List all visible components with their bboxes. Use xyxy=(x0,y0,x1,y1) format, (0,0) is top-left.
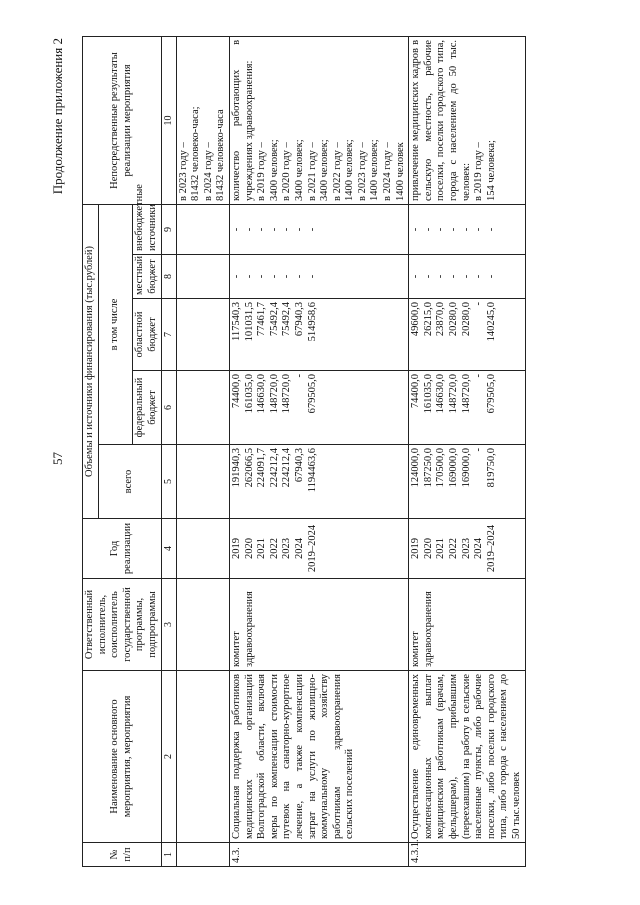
amount: 75492,4 xyxy=(268,302,280,337)
amount: - xyxy=(460,227,472,232)
amount: 101031,5 xyxy=(243,302,255,342)
amount: - xyxy=(293,374,305,378)
table-row xyxy=(176,36,229,866)
result-line: в 2023 году – xyxy=(177,142,189,201)
amount: - xyxy=(473,374,485,378)
header-local: местный бюджет xyxy=(133,255,161,299)
row-number: 4.3.1. xyxy=(409,843,525,867)
amount: 146630,0 xyxy=(435,374,447,414)
amount: 146630,0 xyxy=(256,374,268,414)
amount: - xyxy=(268,227,280,232)
col-number: 3 xyxy=(161,579,176,671)
amount: 161035,0 xyxy=(243,374,255,414)
total-cell xyxy=(229,445,408,519)
year-value: 2023 xyxy=(460,538,472,559)
amount: 140245,0 xyxy=(485,302,497,342)
amount: - xyxy=(473,274,485,279)
funding-table xyxy=(82,36,526,867)
amount: - xyxy=(448,227,460,232)
year-value: 2020 xyxy=(243,538,255,559)
amount: - xyxy=(485,274,497,279)
amount: 170500,0 xyxy=(435,448,447,488)
extra-cell xyxy=(229,204,408,254)
amount: 169000,0 xyxy=(460,448,472,488)
result-line: 81432 человеко-часа; xyxy=(190,106,202,201)
total-cell xyxy=(409,445,525,519)
amount: 161035,0 xyxy=(422,374,434,414)
amount: 75492,4 xyxy=(281,302,293,337)
local-cell xyxy=(409,255,525,299)
header-extra: внебюджетные источники xyxy=(133,204,161,254)
year-value: 2023 xyxy=(281,538,293,559)
amount: - xyxy=(422,227,434,232)
amount: - xyxy=(435,227,447,232)
result-line: в 2024 году – xyxy=(202,142,214,201)
year-value: 2019 xyxy=(230,538,242,559)
amount: 20280,0 xyxy=(460,302,472,337)
year-value: 2021 xyxy=(256,538,268,559)
header-funding: Объемы и источники финансирования (тыс.рублей) xyxy=(83,204,99,518)
amount: - xyxy=(435,274,447,279)
amount: - xyxy=(243,227,255,232)
amount: - xyxy=(256,274,268,279)
col-number: 8 xyxy=(161,255,176,299)
result-line: привлечение медицинских кадров в сельскую местность, рабочие поселки, поселки городского типа, города с населением до 50 тыс. человек: xyxy=(410,39,472,201)
col-number: 1 xyxy=(161,843,176,867)
header-executor: Ответственный исполнитель, соисполнитель государственной программы, подпрограммы xyxy=(83,579,162,671)
amount: 1194463,6 xyxy=(306,448,318,493)
result-line: в 2019 году – xyxy=(473,142,485,201)
measure-name: Социальная поддержка работников медицинских организаций Волгоградской области, включая меры по компенсации стоимости путевок на санаторно-курортное лечение, а также компенсации затрат на услуги по жилищно-коммунальному хозяйству работникам здравоохранения сельских поселений xyxy=(229,671,408,843)
result-line: в 2019 году – xyxy=(256,142,268,201)
amount: - xyxy=(268,274,280,279)
amount: 262066,5 xyxy=(243,448,255,488)
amount: 679505,0 xyxy=(485,374,497,414)
result-line: 1400 человек; xyxy=(344,139,356,201)
amount: - xyxy=(281,227,293,232)
header-name: Наименование основного мероприятия, мероприятия xyxy=(83,671,162,843)
col-number: 9 xyxy=(161,204,176,254)
col-number: 4 xyxy=(161,519,176,579)
results-cell xyxy=(229,36,408,204)
result-line: 3400 человек; xyxy=(319,139,331,201)
result-line: 81432 человеко-часа xyxy=(215,109,227,201)
measure-name: Осуществление единовременных компенсационных выплат медицинским работникам (врачам, фельдшерам), прибывшим (переехавшим) на работу в сельские населенные пункты, либо рабочие поселки, либо поселки городского типа, либо города с населением до 50 тыс.человек xyxy=(409,671,525,843)
amount: - xyxy=(306,227,318,232)
column-number-row xyxy=(161,36,176,866)
result-line: 3400 человек; xyxy=(293,139,305,201)
year-value: 2022 xyxy=(448,538,460,559)
appendix-label: Продолжение приложения 2 xyxy=(50,38,65,195)
amount: - xyxy=(473,227,485,232)
amount: 148720,0 xyxy=(448,374,460,414)
year-value: 2019 xyxy=(410,538,422,559)
amount: - xyxy=(473,448,485,452)
amount: - xyxy=(410,274,422,279)
local-cell xyxy=(229,255,408,299)
year-value: 2021 xyxy=(435,538,447,559)
table-row xyxy=(409,36,525,866)
amount: 191940,3 xyxy=(230,448,242,488)
amount: - xyxy=(230,227,242,232)
results-cell xyxy=(176,36,229,204)
amount: - xyxy=(422,274,434,279)
result-line: 3400 человек; xyxy=(268,139,280,201)
page-number: 57 xyxy=(50,452,65,465)
header-regional: областной бюджет xyxy=(133,299,161,371)
amount: - xyxy=(243,274,255,279)
amount: 224212,4 xyxy=(268,448,280,488)
amount: - xyxy=(485,227,497,232)
amount: - xyxy=(448,274,460,279)
amount: 67940,3 xyxy=(293,302,305,337)
col-number: 7 xyxy=(161,299,176,371)
federal-cell xyxy=(229,371,408,445)
extra-cell xyxy=(409,204,525,254)
amount: 23870,0 xyxy=(435,302,447,337)
amount: 819750,0 xyxy=(485,448,497,488)
header-including: в том числе xyxy=(98,204,133,444)
result-line: в 2020 году – xyxy=(281,142,293,201)
years-cell xyxy=(409,519,525,579)
header-total: всего xyxy=(98,445,161,519)
result-line: в 2023 году – xyxy=(356,142,368,201)
amount: - xyxy=(306,274,318,279)
year-value: 2019–2024 xyxy=(306,524,318,573)
col-number: 6 xyxy=(161,371,176,445)
amount: 224091,7 xyxy=(256,448,268,488)
amount: - xyxy=(460,274,472,279)
amount: 74400,0 xyxy=(230,374,242,409)
col-number: 10 xyxy=(161,36,176,204)
amount: 148720,0 xyxy=(460,374,472,414)
amount: - xyxy=(281,274,293,279)
result-line: в 2024 году – xyxy=(382,142,394,201)
amount: 20280,0 xyxy=(448,302,460,337)
result-line: 154 человека; xyxy=(485,140,497,201)
amount: 117540,3 xyxy=(230,302,242,341)
executor: комитет здравоохранения xyxy=(409,579,525,671)
result-line: в 2022 году – xyxy=(331,142,343,201)
regional-cell xyxy=(409,299,525,371)
year-value: 2020 xyxy=(422,538,434,559)
amount: - xyxy=(293,274,305,279)
amount: 124000,0 xyxy=(410,448,422,488)
result-line: в 2021 году – xyxy=(306,142,318,201)
amount: 514958,6 xyxy=(306,302,318,342)
year-value: 2022 xyxy=(268,538,280,559)
year-value: 2019–2024 xyxy=(485,524,497,573)
amount: - xyxy=(473,302,485,306)
result-line: количество работающих в учреждениях здравоохранения: xyxy=(230,39,255,201)
federal-cell xyxy=(409,371,525,445)
amount: 77461,7 xyxy=(256,302,268,337)
result-line: 1400 человек; xyxy=(369,139,381,201)
amount: 74400,0 xyxy=(410,374,422,409)
amount: 148720,0 xyxy=(281,374,293,414)
header-results: Непосредственные результаты реализации мероприятия xyxy=(83,36,162,204)
header-number: № п/п xyxy=(83,843,162,867)
col-number: 2 xyxy=(161,671,176,843)
col-number: 5 xyxy=(161,445,176,519)
amount: - xyxy=(410,227,422,232)
amount: - xyxy=(293,227,305,232)
amount: 67940,3 xyxy=(293,448,305,483)
amount: 187250,0 xyxy=(422,448,434,488)
table-row xyxy=(229,36,408,866)
amount: - xyxy=(230,274,242,279)
amount: 148720,0 xyxy=(268,374,280,414)
years-cell xyxy=(229,519,408,579)
year-value: 2024 xyxy=(293,538,305,559)
results-cell xyxy=(409,36,525,204)
header-federal: федеральный бюджет xyxy=(133,371,161,445)
header-year: Год реализации xyxy=(83,519,162,579)
amount: 169000,0 xyxy=(448,448,460,488)
amount: 679505,0 xyxy=(306,374,318,414)
amount: 26215,0 xyxy=(422,302,434,337)
amount: 224212,4 xyxy=(281,448,293,488)
executor: комитет здравоохранения xyxy=(229,579,408,671)
regional-cell xyxy=(229,299,408,371)
year-value: 2024 xyxy=(473,538,485,559)
amount: - xyxy=(256,227,268,232)
result-line: 1400 человек xyxy=(394,142,406,201)
row-number: 4.3. xyxy=(229,843,408,867)
amount: 49600,0 xyxy=(410,302,422,337)
